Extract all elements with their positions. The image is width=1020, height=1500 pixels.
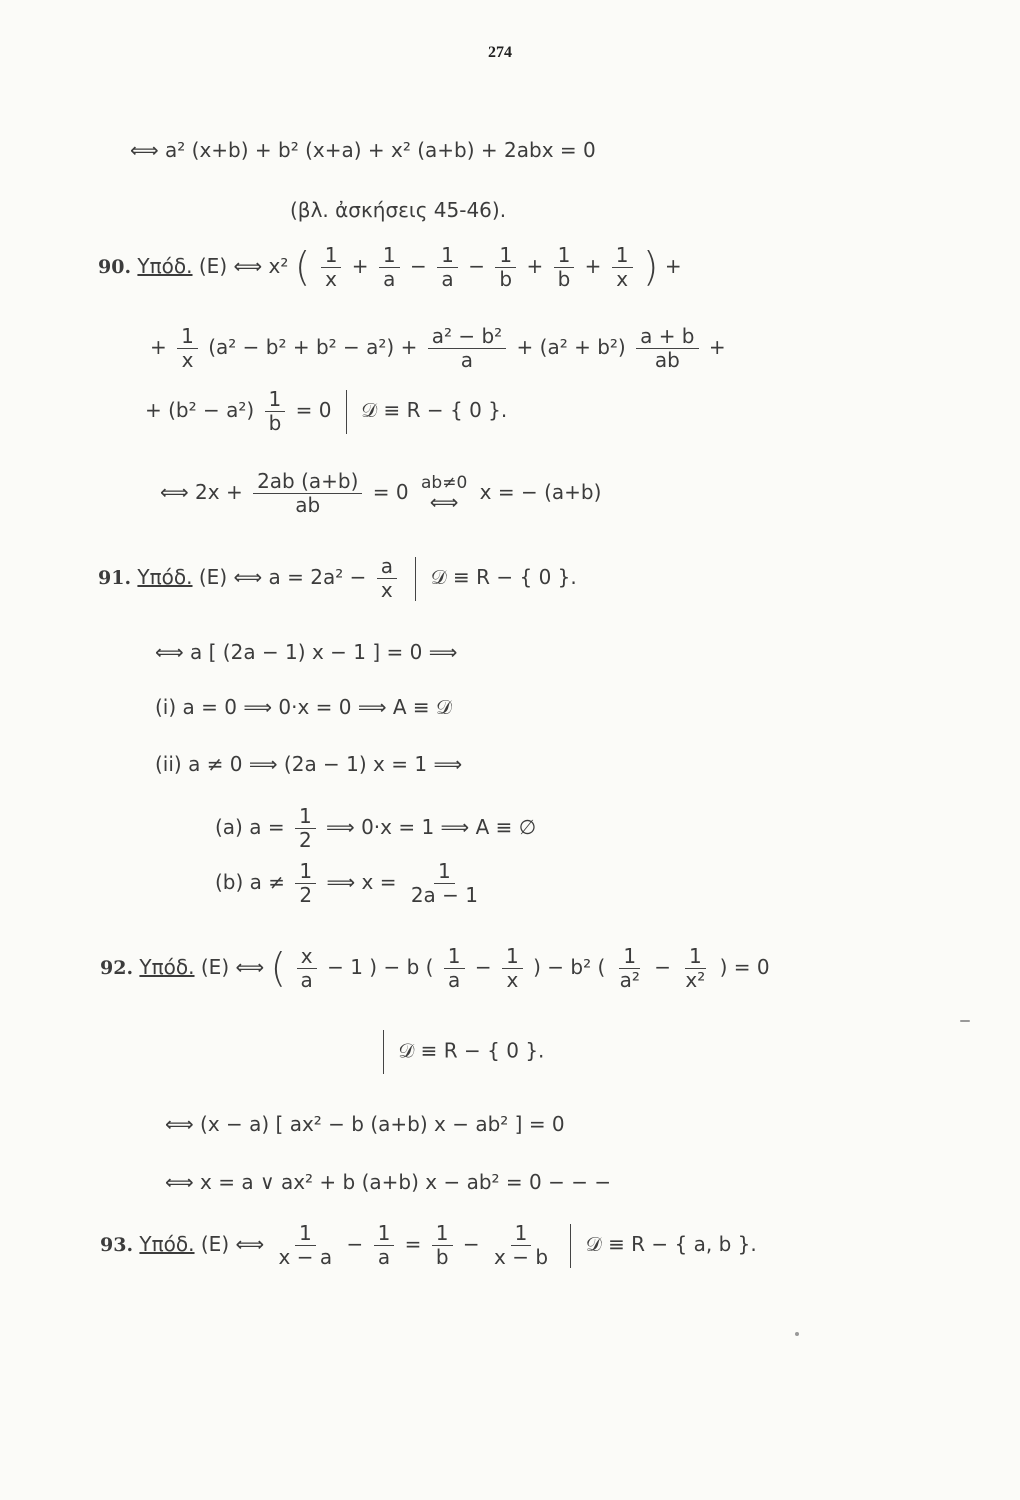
denominator: x: [181, 348, 194, 372]
case-a: [215, 805, 536, 852]
minus-sign: −: [468, 254, 485, 278]
denominator: x²: [685, 968, 706, 992]
open-paren: (: [294, 244, 311, 291]
hint-label: Υπόδ.: [139, 955, 195, 979]
fraction: [177, 325, 198, 372]
expression: + (b² − a²): [145, 398, 255, 422]
expression: (b) a ≠: [215, 870, 286, 894]
numerator: 1: [374, 1222, 395, 1246]
fraction: [275, 1222, 337, 1269]
numerator: 1: [321, 244, 342, 268]
numerator: 2ab (a+b): [253, 470, 362, 494]
minus-sign: −: [462, 1232, 480, 1256]
denominator: x: [380, 578, 393, 602]
equation-start: (E) ⟺: [200, 1232, 265, 1256]
open-paren: (: [270, 945, 287, 992]
denominator: a: [300, 968, 313, 992]
fraction: [253, 470, 362, 517]
fraction: [379, 244, 400, 291]
numerator: 1: [295, 1222, 316, 1246]
fraction: [554, 244, 575, 291]
expression: ⟹ 0·x = 1 ⟹ A ≡ ∅: [326, 815, 537, 839]
fraction: [636, 325, 698, 372]
equals-zero: = 0: [295, 398, 332, 422]
domain-set: 𝒟 ≡ R − { 0 }.: [361, 398, 508, 422]
close-paren: ): [642, 244, 659, 291]
expression: (a) a =: [215, 815, 285, 839]
exercise-90-line-4: [160, 470, 601, 517]
fraction: [490, 1222, 552, 1269]
numerator: 1: [511, 1222, 532, 1246]
scan-speck: [795, 1332, 799, 1336]
exercise-90-line-3: [145, 388, 507, 435]
plus-sign: +: [351, 254, 369, 278]
equals-sign: =: [404, 1232, 422, 1256]
page-number: 274: [488, 44, 512, 61]
denominator: x: [506, 968, 519, 992]
denominator: a: [383, 267, 396, 291]
expression: + (a² + b²): [516, 335, 626, 359]
numerator: 1: [612, 244, 633, 268]
equivalence-arrow: ⟺: [429, 490, 459, 514]
denominator: a: [441, 267, 454, 291]
minus-sign: −: [654, 955, 672, 979]
denominator: 2: [298, 828, 312, 852]
equation-start: (E) ⟺ x²: [198, 254, 289, 278]
exercise-number: 90.: [98, 256, 132, 278]
arrow-condition: ab≠0: [421, 473, 468, 493]
expression: (a² − b² + b² − a²) +: [208, 335, 418, 359]
scan-speck: [960, 1020, 970, 1022]
minus-sign: −: [410, 254, 427, 278]
fraction: [265, 388, 286, 435]
expression: ⟺ 2x +: [160, 480, 243, 504]
numerator: 1: [444, 945, 465, 969]
case-i: (i) a = 0 ⟹ 0·x = 0 ⟹ A ≡ 𝒟: [155, 695, 452, 719]
numerator: 1: [554, 244, 575, 268]
minus-sign: −: [346, 1232, 364, 1256]
numerator: x: [297, 945, 317, 969]
equation-start: (E) ⟺ a = 2a² −: [198, 565, 367, 589]
numerator: 1: [177, 325, 198, 349]
exercise-93-line-1: [100, 1222, 757, 1269]
denominator: b: [435, 1245, 449, 1269]
plus-sign: +: [708, 335, 726, 359]
denominator: b: [557, 267, 571, 291]
denominator: x: [616, 267, 629, 291]
exercise-90-line-1: [98, 244, 682, 291]
case-b: [215, 860, 486, 907]
denominator: a: [460, 348, 474, 372]
fraction: [444, 945, 465, 992]
fraction: [407, 860, 482, 907]
denominator: x − a: [278, 1245, 333, 1269]
numerator: 1: [495, 244, 516, 268]
denominator: ab: [654, 348, 680, 372]
fraction: [428, 325, 506, 372]
fraction: [432, 1222, 453, 1269]
exercise-92-line-3: ⟺ (x − a) [ ax² − b (a+b) x − ab² ] = 0: [165, 1112, 565, 1136]
plus-sign: +: [526, 254, 544, 278]
fraction: [616, 945, 644, 992]
trailing-plus: +: [664, 254, 682, 278]
denominator: a: [448, 968, 461, 992]
result: x = − (a+b): [479, 480, 602, 504]
expression: ) − b² (: [533, 955, 606, 979]
reference-note: (βλ. ἀσκήσεις 45-46).: [290, 198, 507, 222]
fraction: [612, 244, 633, 291]
fraction: [296, 945, 316, 992]
exercise-number: 91.: [98, 567, 132, 589]
numerator: 1: [434, 860, 455, 884]
numerator: 1: [432, 1222, 453, 1246]
fraction: [495, 244, 516, 291]
exercise-92-domain: [375, 1030, 544, 1074]
expression: ) = 0: [719, 955, 770, 979]
denominator: a²: [619, 968, 640, 992]
divider-bar: [415, 557, 416, 601]
hint-label: Υπόδ.: [139, 1232, 195, 1256]
divider-bar: [346, 390, 347, 434]
domain-set: 𝒟 ≡ R − { a, b }.: [585, 1232, 757, 1256]
domain-set: 𝒟 ≡ R − { 0 }.: [430, 565, 577, 589]
domain-set: 𝒟 ≡ R − { 0 }.: [398, 1038, 545, 1063]
numerator: a + b: [636, 325, 698, 349]
denominator: x: [325, 267, 337, 291]
denominator: a: [377, 1245, 391, 1269]
fraction: [321, 244, 342, 291]
expression: ⟹ x =: [326, 870, 397, 894]
denominator: 2a − 1: [410, 883, 479, 907]
numerator: 1: [265, 388, 286, 412]
exercise-90-line-2: [150, 325, 726, 372]
conditional-arrow: [421, 475, 467, 512]
divider-bar: [383, 1030, 384, 1074]
equals-zero: = 0: [372, 480, 409, 504]
numerator: 1: [437, 244, 458, 268]
fraction: [681, 945, 709, 992]
fraction: [437, 244, 458, 291]
fraction: [377, 555, 397, 602]
denominator: x − b: [494, 1245, 549, 1269]
denominator: b: [499, 267, 513, 291]
plus-sign: +: [584, 254, 602, 278]
fraction: [374, 1222, 395, 1269]
exercise-91-line-1: [98, 555, 577, 602]
case-ii: (ii) a ≠ 0 ⟹ (2a − 1) x = 1 ⟹: [155, 752, 463, 776]
denominator: b: [268, 411, 282, 435]
numerator: a² − b²: [428, 325, 506, 349]
exercise-number: 92.: [100, 957, 134, 979]
denominator: ab: [295, 493, 321, 517]
numerator: 1: [685, 945, 706, 969]
equation-start: (E) ⟺: [200, 955, 265, 979]
equation-line-1: ⟺ a² (x+b) + b² (x+a) + x² (a+b) + 2abx = 0: [130, 138, 596, 162]
minus-sign: −: [474, 955, 492, 979]
numerator: 1: [619, 945, 640, 969]
fraction: [295, 805, 316, 852]
numerator: 1: [295, 860, 316, 884]
fraction: [502, 945, 523, 992]
denominator: 2: [299, 883, 313, 907]
fraction: [295, 860, 316, 907]
numerator: a: [377, 555, 397, 579]
exercise-number: 93.: [100, 1234, 134, 1256]
divider-bar: [570, 1224, 571, 1268]
exercise-92-line-1: [100, 945, 770, 992]
exercise-91-line-2: ⟺ a [ (2a − 1) x − 1 ] = 0 ⟹: [155, 640, 458, 664]
expression: − 1 ) − b (: [327, 955, 434, 979]
hint-label: Υπόδ.: [137, 565, 193, 589]
hint-label: Υπόδ.: [137, 254, 193, 278]
numerator: 1: [295, 805, 316, 829]
exercise-92-line-4: ⟺ x = a ∨ ax² + b (a+b) x − ab² = 0 − − −: [165, 1170, 612, 1194]
plus-sign: +: [150, 335, 167, 359]
numerator: 1: [502, 945, 523, 969]
numerator: 1: [379, 244, 400, 268]
